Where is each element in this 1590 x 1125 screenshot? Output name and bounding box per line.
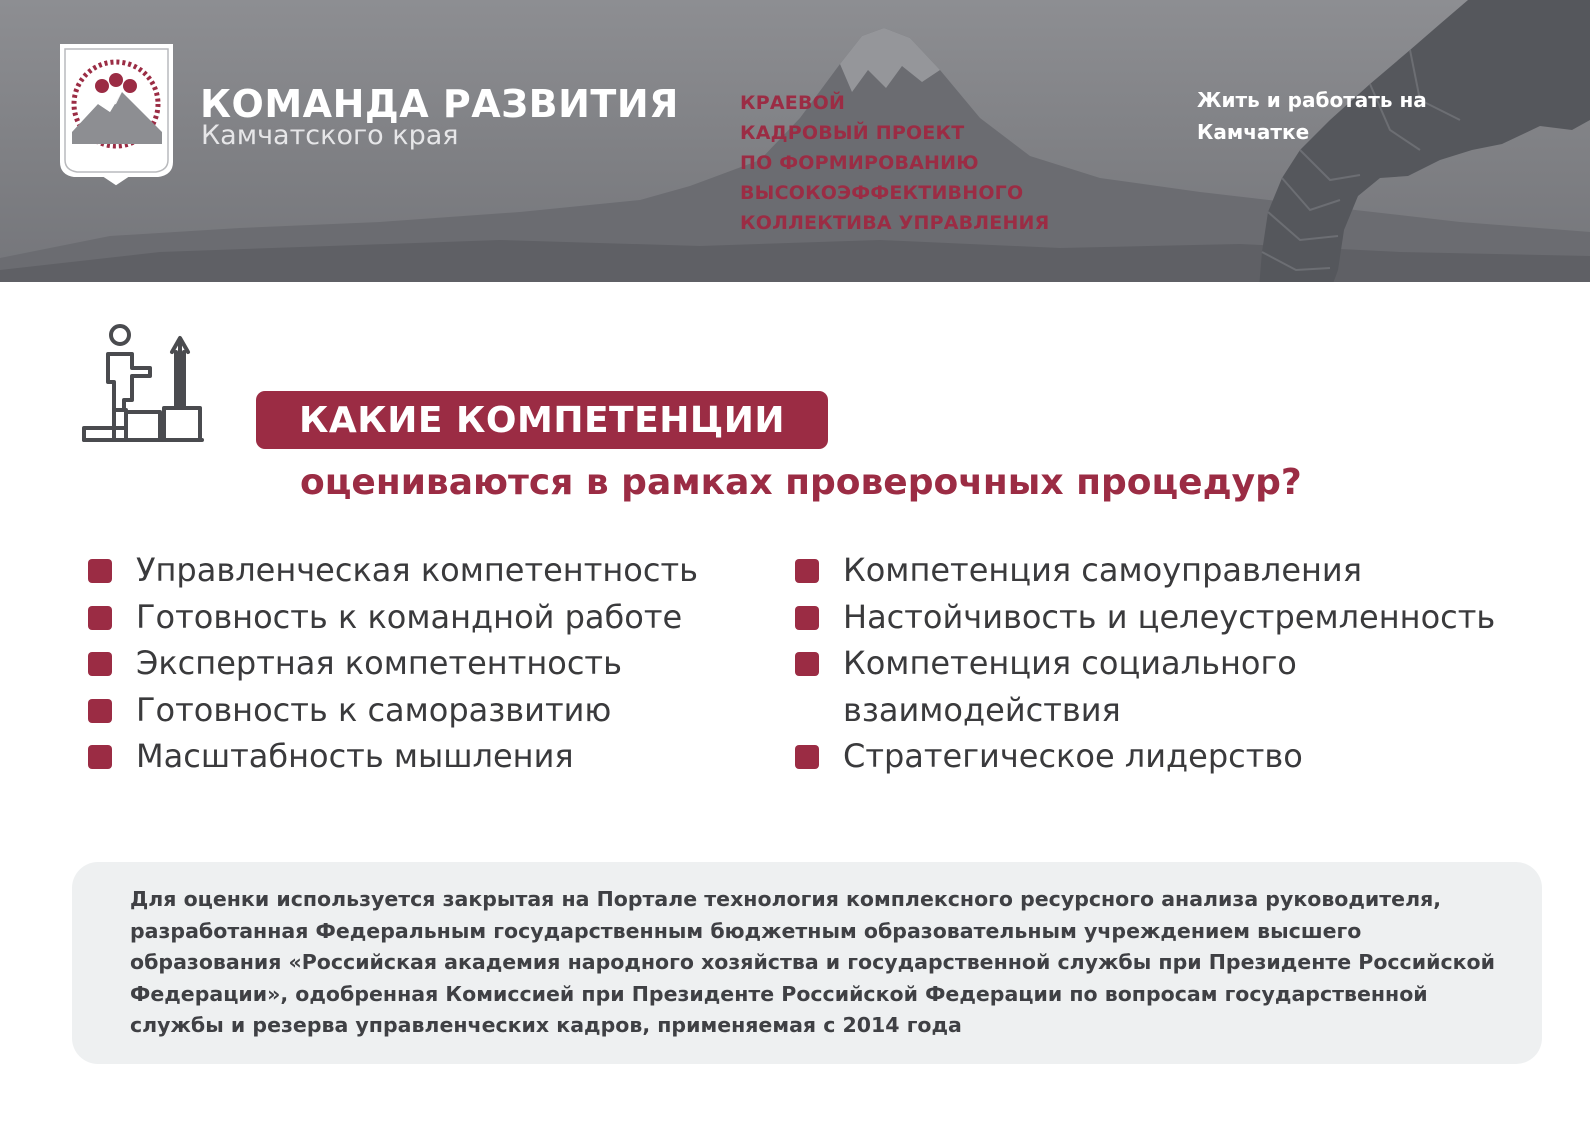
motto: Жить и работать на Камчатке <box>1197 88 1427 144</box>
project-line: КАДРОВЫЙ ПРОЕКТ <box>740 122 965 144</box>
square-bullet-icon <box>795 606 819 630</box>
list-item <box>88 687 748 734</box>
list-item <box>795 733 1575 780</box>
list-item-label: Компетенция социального <box>843 644 1297 682</box>
list-item-label: Готовность к саморазвитию <box>136 690 612 729</box>
list-item-label: Масштабность мышления <box>136 737 574 775</box>
square-bullet-icon <box>88 559 112 583</box>
list-item <box>88 640 748 687</box>
list-item <box>88 594 748 641</box>
list-item-label: Готовность к командной работе <box>136 597 683 636</box>
project-description <box>740 88 1049 238</box>
kamchatka-volcano-emblem-icon <box>58 42 175 187</box>
square-bullet-icon <box>88 745 112 769</box>
brand-title: КОМАНДА РАЗВИТИЯ <box>200 82 679 126</box>
square-bullet-icon <box>88 606 112 630</box>
list-item-label: Настойчивость и целеустремленность <box>843 597 1496 636</box>
list-item-continuation <box>795 687 1575 734</box>
list-item-label: Экспертная компетентность <box>136 644 622 682</box>
square-bullet-icon <box>795 745 819 769</box>
project-line: ВЫСОКОЭФФЕКТИВНОГО <box>740 182 1024 204</box>
list-item-label: Управленческая компетентность <box>136 551 698 589</box>
brand-subtitle: Камчатского края <box>201 120 459 151</box>
list-item <box>795 640 1575 687</box>
project-line: ПО ФОРМИРОВАНИЮ <box>740 152 979 174</box>
note-text: Для оценки используется закрытая на Портале технология комплексного ресурсного анализа руководителя, разработанная Федеральным государственным бюджетным образовательным учреждением высшего образования «Российская академия народного хозяйства и государственной службы при Президенте Российской Федерации», одобренная Комиссией при Президенте Российской Федерации по вопросам государственной службы и резерва управленческих кадров, применяемая с 2014 года <box>130 887 1495 1037</box>
competency-list-right <box>795 547 1575 780</box>
project-line: КОЛЛЕКТИВА УПРАВЛЕНИЯ <box>740 212 1050 234</box>
square-bullet-icon <box>88 652 112 676</box>
list-item-label: Компетенция самоуправления <box>843 551 1362 589</box>
project-line: КРАЕВОЙ <box>740 92 846 114</box>
info-note <box>72 862 1542 1064</box>
climber-steps-arrow-icon <box>80 322 206 446</box>
header-banner <box>0 0 1590 282</box>
square-bullet-icon <box>795 652 819 676</box>
list-item <box>88 733 748 780</box>
list-item-label: Стратегическое лидерство <box>843 737 1303 775</box>
square-bullet-icon <box>88 699 112 723</box>
list-item <box>88 547 748 594</box>
list-item <box>795 547 1575 594</box>
banner-title: КАКИЕ КОМПЕТЕНЦИИ <box>299 399 785 441</box>
list-item <box>795 594 1575 641</box>
competency-list-left <box>88 547 748 780</box>
square-bullet-icon <box>795 559 819 583</box>
question-subtitle: оцениваются в рамках проверочных процедур? <box>300 462 1302 503</box>
competencies-banner <box>256 391 828 449</box>
list-item-label: взаимодействия <box>843 690 1121 729</box>
